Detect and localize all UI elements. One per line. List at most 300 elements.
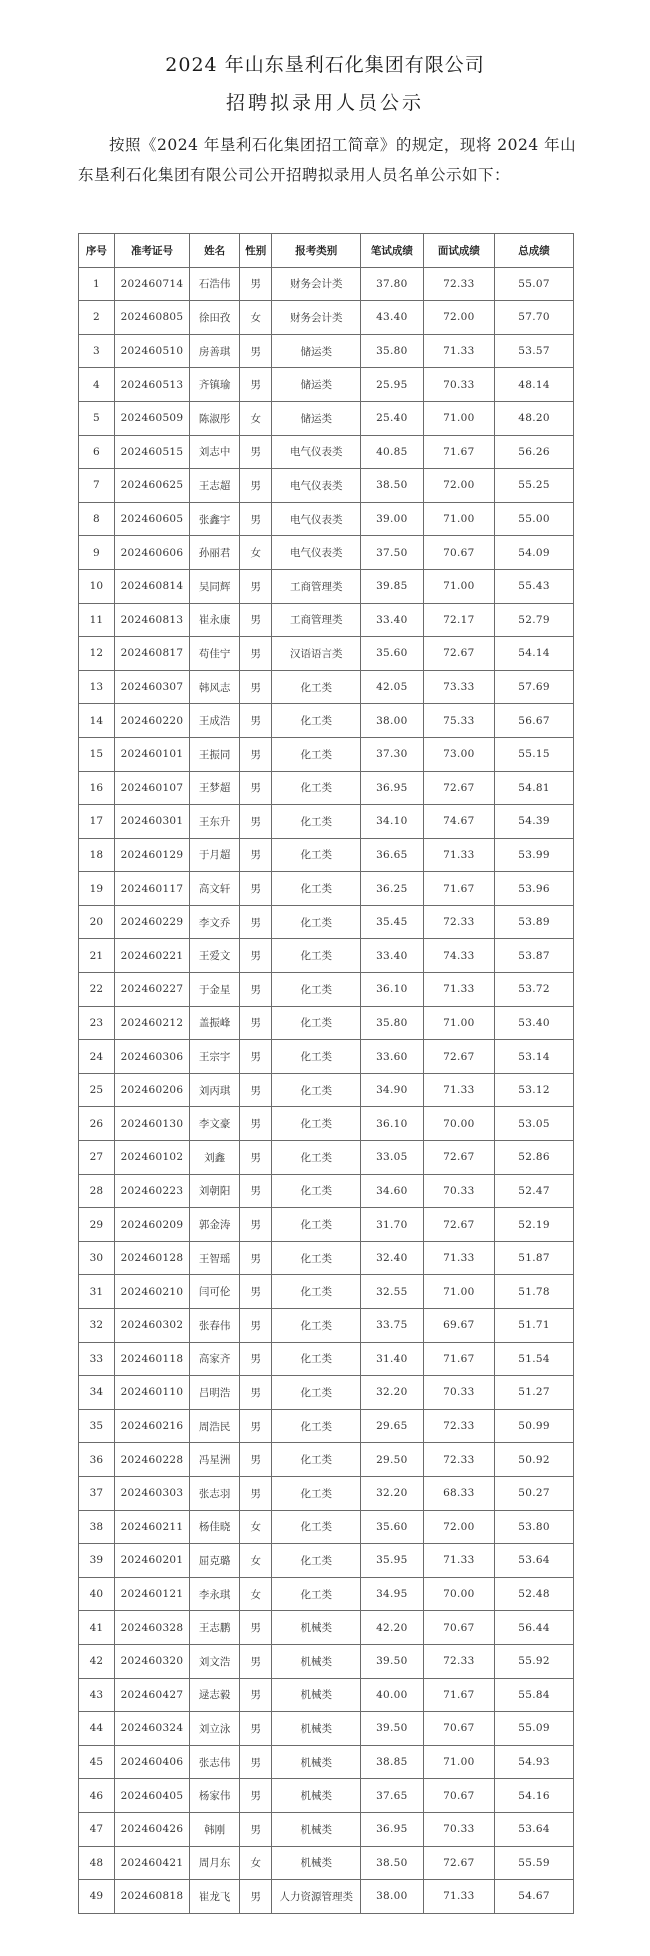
category-cell: 化工类	[272, 872, 361, 906]
gender-cell: 男	[240, 1275, 272, 1309]
category-cell: 电气仪表类	[272, 536, 361, 570]
written-score-cell: 35.95	[361, 1544, 424, 1578]
written-score-cell: 38.85	[361, 1745, 424, 1779]
intro-paragraph: 按照《2024 年垦利石化集团招工简章》的规定，现将 2024 年山东垦利石化集团有限公司公开招聘拟录用人员名单公示如下：	[78, 136, 577, 184]
table-row	[79, 704, 574, 738]
total-score-cell: 51.78	[495, 1275, 574, 1309]
written-score-cell: 33.60	[361, 1040, 424, 1074]
written-score-cell: 38.00	[361, 704, 424, 738]
seq-cell: 46	[79, 1779, 115, 1813]
seq-cell: 23	[79, 1006, 115, 1040]
category-cell: 工商管理类	[272, 569, 361, 603]
exam-id-cell: 202460229	[114, 905, 190, 939]
total-score-cell: 50.92	[495, 1443, 574, 1477]
name-cell: 周月东	[190, 1846, 240, 1880]
category-cell: 化工类	[272, 737, 361, 771]
written-score-cell: 36.25	[361, 872, 424, 906]
interview-score-cell: 69.67	[423, 1309, 494, 1343]
category-cell: 电气仪表类	[272, 469, 361, 503]
seq-cell: 1	[79, 267, 115, 301]
table-header-row	[79, 234, 574, 268]
seq-cell: 14	[79, 704, 115, 738]
seq-cell: 33	[79, 1342, 115, 1376]
total-score-cell: 53.72	[495, 973, 574, 1007]
name-cell: 郭金涛	[190, 1208, 240, 1242]
category-cell: 机械类	[272, 1812, 361, 1846]
gender-cell: 男	[240, 737, 272, 771]
written-score-cell: 40.00	[361, 1678, 424, 1712]
name-cell: 高文轩	[190, 872, 240, 906]
interview-score-cell: 71.00	[423, 569, 494, 603]
interview-score-cell: 74.33	[423, 939, 494, 973]
written-score-cell: 35.60	[361, 637, 424, 671]
category-cell: 化工类	[272, 1577, 361, 1611]
total-score-cell: 51.54	[495, 1342, 574, 1376]
category-cell: 化工类	[272, 1073, 361, 1107]
seq-cell: 25	[79, 1073, 115, 1107]
category-cell: 化工类	[272, 670, 361, 704]
exam-id-cell: 202460426	[114, 1812, 190, 1846]
name-cell: 吕明浩	[190, 1376, 240, 1410]
seq-cell: 6	[79, 435, 115, 469]
seq-cell: 10	[79, 569, 115, 603]
written-score-cell: 39.50	[361, 1712, 424, 1746]
written-score-cell: 33.05	[361, 1141, 424, 1175]
exam-id-cell: 202460211	[114, 1510, 190, 1544]
category-cell: 汉语语言类	[272, 637, 361, 671]
category-cell: 化工类	[272, 1107, 361, 1141]
gender-cell: 男	[240, 1376, 272, 1410]
exam-id-cell: 202460714	[114, 267, 190, 301]
interview-score-cell: 71.33	[423, 1544, 494, 1578]
name-cell: 杨佳晓	[190, 1510, 240, 1544]
category-cell: 化工类	[272, 1376, 361, 1410]
seq-cell: 11	[79, 603, 115, 637]
total-score-cell: 57.69	[495, 670, 574, 704]
interview-score-cell: 71.67	[423, 1342, 494, 1376]
seq-cell: 7	[79, 469, 115, 503]
interview-score-cell: 71.67	[423, 872, 494, 906]
gender-cell: 女	[240, 536, 272, 570]
interview-score-cell: 71.33	[423, 1073, 494, 1107]
table-row	[79, 1409, 574, 1443]
written-score-cell: 29.50	[361, 1443, 424, 1477]
written-score-cell: 33.40	[361, 939, 424, 973]
document-title-line2: 招聘拟录用人员公示	[225, 92, 424, 114]
exam-id-cell: 202460209	[114, 1208, 190, 1242]
total-score-cell: 55.59	[495, 1846, 574, 1880]
gender-cell: 男	[240, 1880, 272, 1914]
category-cell: 化工类	[272, 1275, 361, 1309]
category-cell: 化工类	[272, 939, 361, 973]
gender-cell: 男	[240, 1611, 272, 1645]
written-score-cell: 36.95	[361, 771, 424, 805]
name-cell: 高家齐	[190, 1342, 240, 1376]
seq-cell: 42	[79, 1644, 115, 1678]
name-cell: 刘文浩	[190, 1644, 240, 1678]
total-score-cell: 53.12	[495, 1073, 574, 1107]
interview-score-cell: 72.00	[423, 301, 494, 335]
gender-cell: 男	[240, 1241, 272, 1275]
seq-cell: 32	[79, 1309, 115, 1343]
table-row	[79, 1107, 574, 1141]
name-cell: 王智瑶	[190, 1241, 240, 1275]
name-cell: 王志鹏	[190, 1611, 240, 1645]
category-cell: 化工类	[272, 1040, 361, 1074]
gender-cell: 男	[240, 704, 272, 738]
name-cell: 徐田孜	[190, 301, 240, 335]
table-row	[79, 1678, 574, 1712]
name-cell: 杨家伟	[190, 1779, 240, 1813]
interview-score-cell: 72.67	[423, 1141, 494, 1175]
name-cell: 王梦超	[190, 771, 240, 805]
seq-cell: 21	[79, 939, 115, 973]
name-cell: 王志超	[190, 469, 240, 503]
table-row	[79, 1846, 574, 1880]
exam-id-cell: 202460817	[114, 637, 190, 671]
interview-score-cell: 72.33	[423, 267, 494, 301]
exam-id-cell: 202460625	[114, 469, 190, 503]
name-cell: 刘志中	[190, 435, 240, 469]
name-cell: 刘立泳	[190, 1712, 240, 1746]
name-cell: 于月超	[190, 838, 240, 872]
category-cell: 工商管理类	[272, 603, 361, 637]
table-row	[79, 401, 574, 435]
written-score-cell: 39.00	[361, 502, 424, 536]
table-row	[79, 1309, 574, 1343]
category-cell: 机械类	[272, 1779, 361, 1813]
interview-score-cell: 71.67	[423, 1678, 494, 1712]
header-total-score: 总成绩	[495, 234, 574, 268]
exam-id-cell: 202460405	[114, 1779, 190, 1813]
table-row	[79, 1745, 574, 1779]
table-row	[79, 1073, 574, 1107]
exam-id-cell: 202460102	[114, 1141, 190, 1175]
exam-id-cell: 202460118	[114, 1342, 190, 1376]
total-score-cell: 53.64	[495, 1544, 574, 1578]
seq-cell: 48	[79, 1846, 115, 1880]
exam-id-cell: 202460129	[114, 838, 190, 872]
interview-score-cell: 72.67	[423, 637, 494, 671]
category-cell: 化工类	[272, 1241, 361, 1275]
seq-cell: 47	[79, 1812, 115, 1846]
written-score-cell: 40.85	[361, 435, 424, 469]
category-cell: 储运类	[272, 368, 361, 402]
interview-score-cell: 71.33	[423, 973, 494, 1007]
gender-cell: 男	[240, 1779, 272, 1813]
interview-score-cell: 70.33	[423, 1174, 494, 1208]
written-score-cell: 34.10	[361, 805, 424, 839]
gender-cell: 男	[240, 435, 272, 469]
seq-cell: 17	[79, 805, 115, 839]
table-row	[79, 1880, 574, 1914]
category-cell: 化工类	[272, 1409, 361, 1443]
category-cell: 化工类	[272, 1309, 361, 1343]
name-cell: 王宗宇	[190, 1040, 240, 1074]
interview-score-cell: 72.33	[423, 1409, 494, 1443]
exam-id-cell: 202460510	[114, 334, 190, 368]
seq-cell: 12	[79, 637, 115, 671]
seq-cell: 39	[79, 1544, 115, 1578]
exam-id-cell: 202460216	[114, 1409, 190, 1443]
written-score-cell: 35.60	[361, 1510, 424, 1544]
name-cell: 张春伟	[190, 1309, 240, 1343]
exam-id-cell: 202460513	[114, 368, 190, 402]
exam-id-cell: 202460221	[114, 939, 190, 973]
written-score-cell: 37.50	[361, 536, 424, 570]
written-score-cell: 34.60	[361, 1174, 424, 1208]
total-score-cell: 54.81	[495, 771, 574, 805]
table-row	[79, 569, 574, 603]
written-score-cell: 38.00	[361, 1880, 424, 1914]
table-row	[79, 1208, 574, 1242]
written-score-cell: 31.40	[361, 1342, 424, 1376]
name-cell: 冯星洲	[190, 1443, 240, 1477]
table-row	[79, 1342, 574, 1376]
total-score-cell: 56.26	[495, 435, 574, 469]
written-score-cell: 37.65	[361, 1779, 424, 1813]
interview-score-cell: 72.67	[423, 1846, 494, 1880]
table-row	[79, 805, 574, 839]
written-score-cell: 36.65	[361, 838, 424, 872]
total-score-cell: 55.43	[495, 569, 574, 603]
category-cell: 化工类	[272, 805, 361, 839]
total-score-cell: 54.14	[495, 637, 574, 671]
name-cell: 李文豪	[190, 1107, 240, 1141]
table-row	[79, 1141, 574, 1175]
written-score-cell: 32.20	[361, 1476, 424, 1510]
total-score-cell: 52.19	[495, 1208, 574, 1242]
exam-id-cell: 202460328	[114, 1611, 190, 1645]
gender-cell: 男	[240, 1712, 272, 1746]
gender-cell: 男	[240, 603, 272, 637]
gender-cell: 女	[240, 1510, 272, 1544]
written-score-cell: 33.75	[361, 1309, 424, 1343]
written-score-cell: 32.55	[361, 1275, 424, 1309]
seq-cell: 19	[79, 872, 115, 906]
exam-id-cell: 202460110	[114, 1376, 190, 1410]
table-row	[79, 267, 574, 301]
gender-cell: 男	[240, 334, 272, 368]
exam-id-cell: 202460227	[114, 973, 190, 1007]
category-cell: 化工类	[272, 1141, 361, 1175]
gender-cell: 男	[240, 1107, 272, 1141]
category-cell: 机械类	[272, 1745, 361, 1779]
written-score-cell: 25.40	[361, 401, 424, 435]
exam-id-cell: 202460128	[114, 1241, 190, 1275]
table-row	[79, 469, 574, 503]
category-cell: 机械类	[272, 1644, 361, 1678]
exam-id-cell: 202460228	[114, 1443, 190, 1477]
table-row	[79, 973, 574, 1007]
category-cell: 储运类	[272, 334, 361, 368]
gender-cell: 男	[240, 939, 272, 973]
gender-cell: 男	[240, 637, 272, 671]
category-cell: 化工类	[272, 1006, 361, 1040]
table-body	[79, 267, 574, 1913]
exam-id-cell: 202460320	[114, 1644, 190, 1678]
interview-score-cell: 72.33	[423, 1644, 494, 1678]
interview-score-cell: 72.67	[423, 771, 494, 805]
exam-id-cell: 202460130	[114, 1107, 190, 1141]
name-cell: 于金星	[190, 973, 240, 1007]
seq-cell: 44	[79, 1712, 115, 1746]
total-score-cell: 57.70	[495, 301, 574, 335]
gender-cell: 男	[240, 670, 272, 704]
table-row	[79, 771, 574, 805]
gender-cell: 男	[240, 569, 272, 603]
gender-cell: 男	[240, 1006, 272, 1040]
seq-cell: 38	[79, 1510, 115, 1544]
total-score-cell: 54.09	[495, 536, 574, 570]
category-cell: 财务会计类	[272, 267, 361, 301]
gender-cell: 女	[240, 401, 272, 435]
interview-score-cell: 71.00	[423, 1745, 494, 1779]
name-cell: 王振同	[190, 737, 240, 771]
gender-cell: 女	[240, 301, 272, 335]
gender-cell: 男	[240, 469, 272, 503]
category-cell: 机械类	[272, 1678, 361, 1712]
seq-cell: 9	[79, 536, 115, 570]
name-cell: 王成浩	[190, 704, 240, 738]
seq-cell: 16	[79, 771, 115, 805]
seq-cell: 37	[79, 1476, 115, 1510]
category-cell: 化工类	[272, 771, 361, 805]
gender-cell: 女	[240, 1846, 272, 1880]
interview-score-cell: 70.33	[423, 1376, 494, 1410]
written-score-cell: 33.40	[361, 603, 424, 637]
table-row	[79, 1376, 574, 1410]
table-row	[79, 536, 574, 570]
total-score-cell: 55.15	[495, 737, 574, 771]
name-cell: 房善琪	[190, 334, 240, 368]
seq-cell: 20	[79, 905, 115, 939]
interview-score-cell: 72.67	[423, 1040, 494, 1074]
category-cell: 电气仪表类	[272, 502, 361, 536]
interview-score-cell: 71.00	[423, 1275, 494, 1309]
gender-cell: 男	[240, 502, 272, 536]
category-cell: 化工类	[272, 1510, 361, 1544]
header-category: 报考类别	[272, 234, 361, 268]
table-row	[79, 1544, 574, 1578]
name-cell: 李文乔	[190, 905, 240, 939]
written-score-cell: 25.95	[361, 368, 424, 402]
interview-score-cell: 70.67	[423, 1611, 494, 1645]
interview-score-cell: 71.00	[423, 401, 494, 435]
written-score-cell: 29.65	[361, 1409, 424, 1443]
name-cell: 刘朝阳	[190, 1174, 240, 1208]
document-title-line1: 2024 年山东垦利石化集团有限公司	[165, 54, 485, 76]
gender-cell: 男	[240, 1409, 272, 1443]
written-score-cell: 39.50	[361, 1644, 424, 1678]
total-score-cell: 48.14	[495, 368, 574, 402]
written-score-cell: 36.95	[361, 1812, 424, 1846]
exam-id-cell: 202460223	[114, 1174, 190, 1208]
interview-score-cell: 72.33	[423, 1443, 494, 1477]
name-cell: 盖振峰	[190, 1006, 240, 1040]
written-score-cell: 32.40	[361, 1241, 424, 1275]
interview-score-cell: 72.67	[423, 1208, 494, 1242]
gender-cell: 男	[240, 1678, 272, 1712]
total-score-cell: 53.87	[495, 939, 574, 973]
total-score-cell: 53.05	[495, 1107, 574, 1141]
table-row	[79, 1611, 574, 1645]
interview-score-cell: 70.00	[423, 1107, 494, 1141]
interview-score-cell: 73.00	[423, 737, 494, 771]
header-name: 姓名	[190, 234, 240, 268]
table-row	[79, 1644, 574, 1678]
gender-cell: 男	[240, 805, 272, 839]
name-cell: 齐镇瑜	[190, 368, 240, 402]
table-row	[79, 301, 574, 335]
exam-id-cell: 202460406	[114, 1745, 190, 1779]
gender-cell: 男	[240, 1174, 272, 1208]
total-score-cell: 53.96	[495, 872, 574, 906]
table-row	[79, 368, 574, 402]
total-score-cell: 54.93	[495, 1745, 574, 1779]
table-row	[79, 1812, 574, 1846]
header-interview-score: 面试成绩	[423, 234, 494, 268]
seq-cell: 31	[79, 1275, 115, 1309]
table-row	[79, 1040, 574, 1074]
exam-id-cell: 202460606	[114, 536, 190, 570]
seq-cell: 15	[79, 737, 115, 771]
category-cell: 财务会计类	[272, 301, 361, 335]
interview-score-cell: 71.33	[423, 838, 494, 872]
written-score-cell: 34.90	[361, 1073, 424, 1107]
interview-score-cell: 75.33	[423, 704, 494, 738]
gender-cell: 男	[240, 1443, 272, 1477]
gender-cell: 男	[240, 1073, 272, 1107]
seq-cell: 26	[79, 1107, 115, 1141]
table-row	[79, 939, 574, 973]
name-cell: 刘鑫	[190, 1141, 240, 1175]
exam-id-cell: 202460307	[114, 670, 190, 704]
interview-score-cell: 71.00	[423, 502, 494, 536]
category-cell: 电气仪表类	[272, 435, 361, 469]
seq-cell: 5	[79, 401, 115, 435]
table-row	[79, 334, 574, 368]
name-cell: 张志伟	[190, 1745, 240, 1779]
interview-score-cell: 71.67	[423, 435, 494, 469]
exam-id-cell: 202460117	[114, 872, 190, 906]
table-row	[79, 1275, 574, 1309]
category-cell: 机械类	[272, 1846, 361, 1880]
name-cell: 孙丽君	[190, 536, 240, 570]
name-cell: 王爱文	[190, 939, 240, 973]
category-cell: 机械类	[272, 1712, 361, 1746]
name-cell: 陈淑彤	[190, 401, 240, 435]
table-row	[79, 1577, 574, 1611]
name-cell: 崔龙飞	[190, 1880, 240, 1914]
category-cell: 化工类	[272, 704, 361, 738]
total-score-cell: 53.99	[495, 838, 574, 872]
exam-id-cell: 202460605	[114, 502, 190, 536]
name-cell: 屈克璐	[190, 1544, 240, 1578]
name-cell: 李永琪	[190, 1577, 240, 1611]
written-score-cell: 35.80	[361, 334, 424, 368]
table-row	[79, 1241, 574, 1275]
exam-id-cell: 202460818	[114, 1880, 190, 1914]
total-score-cell: 56.67	[495, 704, 574, 738]
written-score-cell: 43.40	[361, 301, 424, 335]
seq-cell: 3	[79, 334, 115, 368]
table-row	[79, 670, 574, 704]
total-score-cell: 55.25	[495, 469, 574, 503]
total-score-cell: 51.87	[495, 1241, 574, 1275]
name-cell: 周浩民	[190, 1409, 240, 1443]
table-row	[79, 1510, 574, 1544]
